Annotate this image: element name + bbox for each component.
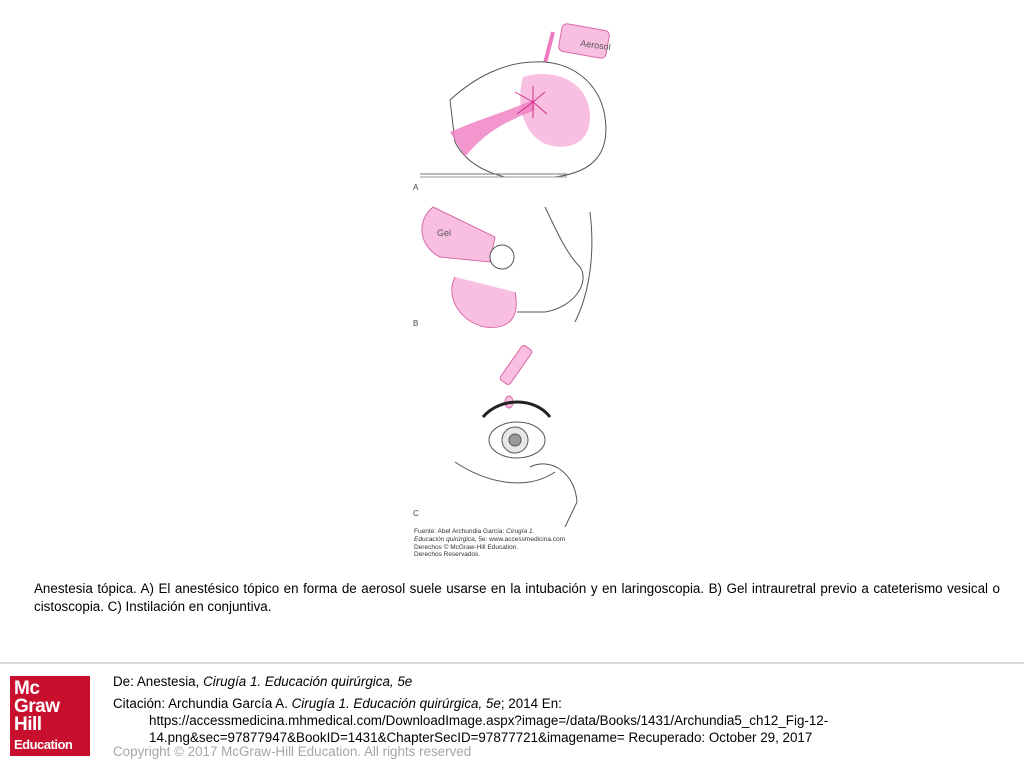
panel-label-c: C bbox=[413, 509, 419, 518]
figure-caption: Anestesia tópica. A) El anestésico tópico en forma de aerosol suele usarse en la intubación y en laringoscopia. B) Gel intrauretral previo a cateterismo vesical o cistoscopia. C) Instilación en conjuntiva. bbox=[34, 581, 1000, 614]
figure-credit bbox=[414, 528, 614, 559]
credit-site: , 5e: www.accessmedicina.com bbox=[474, 535, 566, 543]
figure-drawing bbox=[405, 22, 615, 562]
source-prefix: De: Anestesia, bbox=[113, 674, 204, 689]
credit-subtitle: Educación quirúrgica bbox=[414, 535, 475, 543]
logo-line-1: Mc bbox=[14, 678, 40, 699]
credit-reserved: Derechos Reservados. bbox=[414, 551, 481, 559]
credit-title: Cirugía 1. bbox=[506, 528, 535, 535]
copyright-notice: Copyright © 2017 McGraw-Hill Education. All rights reserved bbox=[113, 744, 472, 759]
mcgraw-hill-logo bbox=[10, 676, 90, 756]
reference-citation bbox=[113, 695, 1013, 712]
citation-suffix: ; 2014 En: bbox=[500, 696, 562, 711]
source-title: Cirugía 1. Educación quirúrgica, 5e bbox=[203, 674, 413, 689]
panel-label-a: A bbox=[413, 183, 419, 192]
credit-prefix: Fuente: Abel Archundia García: bbox=[414, 528, 507, 535]
logo-line-3: Hill bbox=[14, 714, 42, 735]
gel-label: Gel bbox=[437, 228, 452, 238]
panel-label-b: B bbox=[413, 319, 419, 328]
citation-prefix: Citación: Archundia García A. bbox=[113, 696, 292, 711]
divider bbox=[0, 662, 1024, 664]
citation-title: Cirugía 1. Educación quirúrgica, 5e bbox=[291, 696, 501, 711]
aerosol-label: Aerosol bbox=[579, 38, 612, 53]
reference-block bbox=[113, 673, 1013, 746]
reference-source bbox=[113, 673, 1013, 690]
panel-c-drawing bbox=[455, 344, 577, 527]
reference-url-1[interactable]: https://accessmedicina.mhmedical.com/DownloadImage.aspx?image=/data/Books/1431/Archundia5_ch12_Fig-12- bbox=[149, 713, 829, 728]
logo-line-2: Graw bbox=[14, 696, 60, 717]
logo-line-4: Education bbox=[14, 737, 73, 752]
reference-url-2: 14.png&sec=97877947&BookID=1431&ChapterSecID=97877721&imagename= Recuperado: October 29, 2017 bbox=[149, 730, 813, 745]
credit-rights: Derechos © McGraw-Hill Education. bbox=[414, 543, 519, 551]
figure-illustration bbox=[405, 22, 615, 562]
panel-b-drawing bbox=[422, 207, 592, 327]
